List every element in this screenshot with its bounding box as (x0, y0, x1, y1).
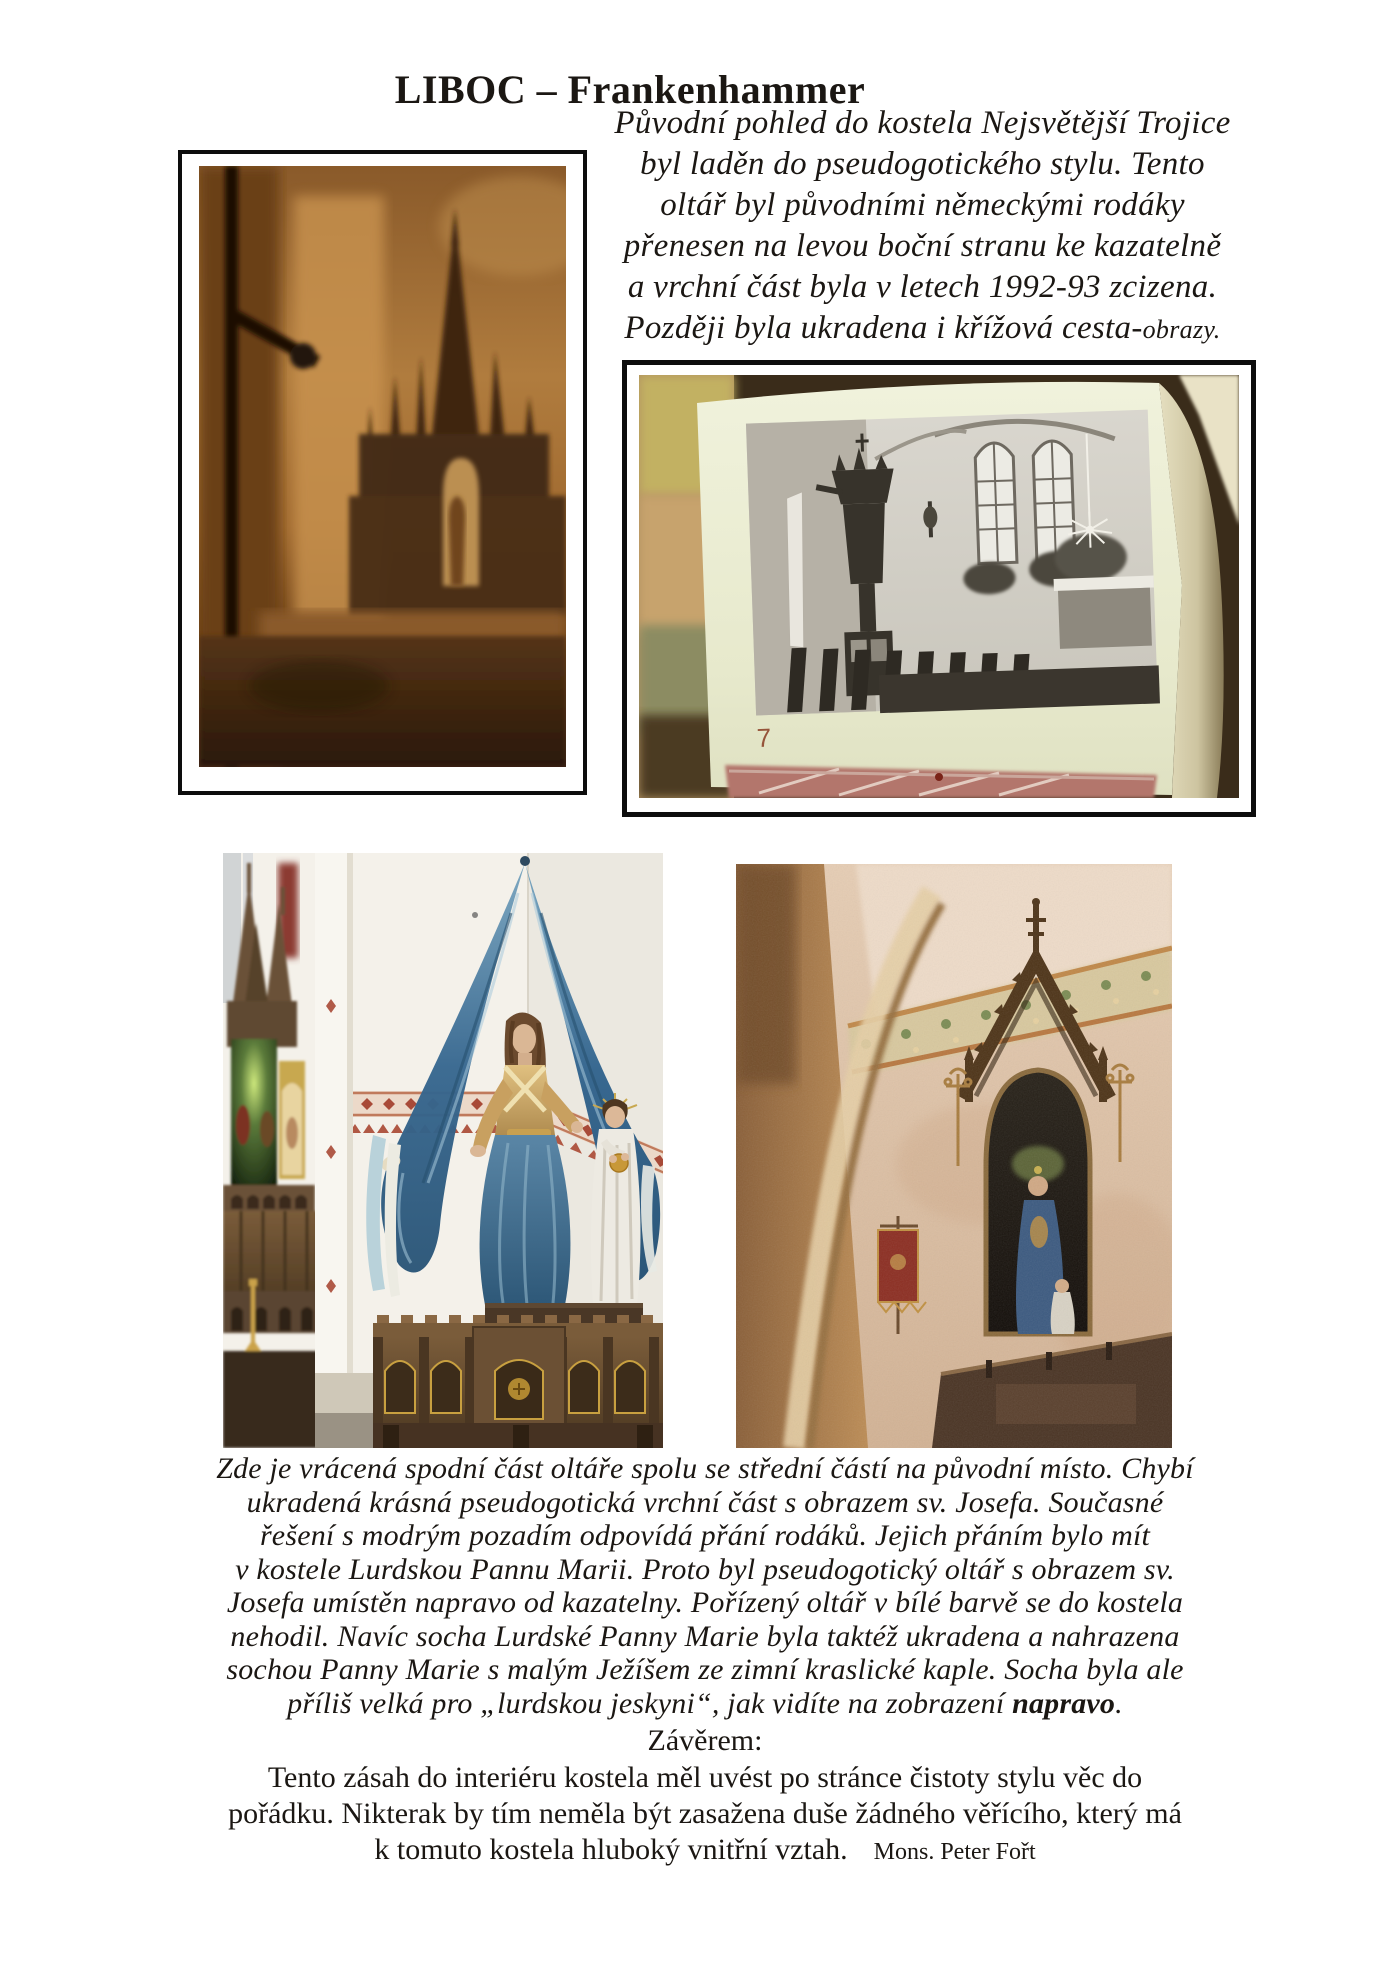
body-line: nehodil. Navíc socha Lurdské Panny Marie byla taktéž ukradena a nahrazena (230, 1619, 1180, 1653)
conclusion-heading: Závěrem: (647, 1724, 763, 1757)
blue-canopy-altar-photo (223, 853, 663, 1448)
intro-line: a vrchní část byla v letech 1992-93 zcizena. (627, 269, 1218, 305)
intro-line: přenesen na levou boční stranu ke kazatelně (623, 228, 1222, 264)
page-title: LIBOC – Frankenhammer (394, 67, 866, 112)
photo-side-altar-niche (736, 864, 1172, 1448)
intro-line: byl laděn do pseudogotického stylu. Tento (640, 146, 1205, 182)
body-paragraph (55, 1452, 1355, 1720)
high-altar (1054, 576, 1156, 649)
body-line: Josefa umístěn napravo od kazatelny. Pořízený oltář v bílé barvě se do kostela (226, 1586, 1184, 1619)
intro-line6-main: Později byla ukradena i křížová cesta- (624, 310, 1143, 346)
body-line (55, 1687, 1355, 1721)
intro-line6-small: obrazy. (1142, 315, 1221, 344)
closing-line: pořádku. Nikterak by tím neměla být zasažena duše žádného věřícího, který má (228, 1797, 1182, 1830)
intro-line: oltář byl původními německými rodáky (660, 187, 1185, 223)
sepia-altar-photo (199, 166, 566, 767)
intro-line: Původní pohled do kostela Nejsvětější Trojice (614, 105, 1231, 141)
body-line: v kostele Lurdskou Pannu Marii. Proto byl pseudogotický oltář s obrazem sv. (235, 1552, 1175, 1586)
book-page-photo (639, 375, 1239, 798)
statue-silhouette (449, 496, 466, 586)
body-line: řešení s modrým pozadím odpovídá přání rodáků. Jejich přáním bylo mít (259, 1519, 1151, 1552)
photo-frame-book-church-interior (622, 360, 1256, 817)
closing-paragraph (55, 1760, 1355, 1870)
closing-line3: k tomuto kostela hluboký vnitřní vztah. (374, 1833, 848, 1866)
book-page-number: 7 (756, 722, 772, 753)
intro-line (455, 308, 1390, 350)
body-line: Zde je vrácená spodní část oltáře spolu se střední částí na původní místo. Chybí (216, 1452, 1194, 1485)
wooden-altar (373, 1315, 663, 1448)
author-signature: Mons. Peter Fořt (873, 1839, 1036, 1865)
body-line8-post: . (1115, 1686, 1123, 1720)
body-line8-bold: napravo (1012, 1686, 1116, 1720)
body-line8-pre: příliš velká pro „lurdskou jeskyni“, jak vidíte na zobrazení (287, 1686, 1013, 1720)
body-line: ukradená krásná pseudogotická vrchní část s obrazem sv. Josefa. Současné (246, 1485, 1164, 1519)
photo-frame-original-altar (178, 150, 587, 795)
bw-church-photo (746, 410, 1160, 718)
intro-paragraph (455, 103, 1390, 350)
niche-altar-photo (736, 864, 1172, 1448)
body-line: sochou Panny Marie s malým Ježíšem ze zimní kraslické kaple. Socha byla ale (226, 1653, 1184, 1686)
photo-altar-blue-canopy (223, 853, 663, 1448)
closing-line: Tento zásah do interiéru kostela měl uvést po stránce čistoty stylu věc do (267, 1761, 1143, 1794)
closing-line (55, 1832, 1355, 1870)
